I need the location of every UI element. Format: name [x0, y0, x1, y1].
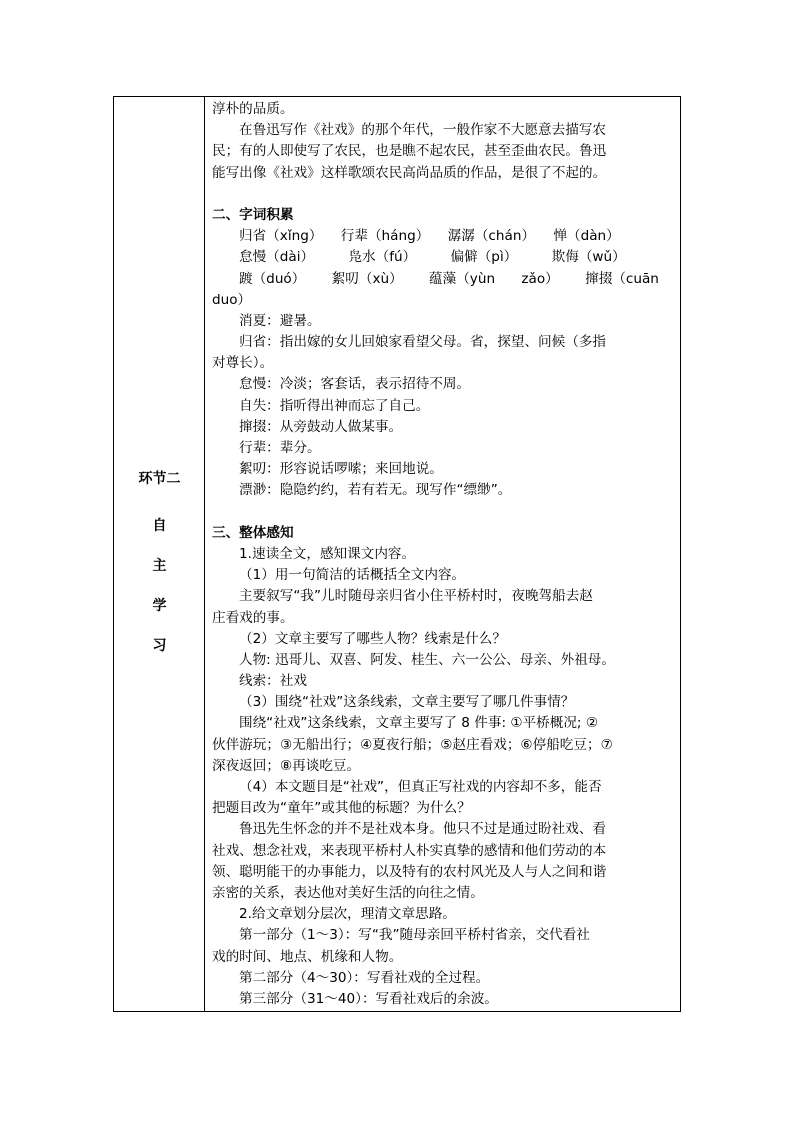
vertical-char-3: 学 — [152, 598, 167, 614]
definition-line: 漂渺：隐隐约约，若有若无。现写作“缥缈”。 — [239, 482, 512, 499]
definition-line: 行辈：辈分。 — [239, 440, 321, 456]
section-heading: 三、整体感知 — [212, 524, 294, 541]
text-line: 能写出像《社戏》这样歌颂农民高尚品质的作品，是很了不起的。 — [212, 164, 607, 181]
part-line: 第一部分（1～3）：写“我”随母亲回平桥村省亲，交代看社 — [239, 927, 590, 944]
answer-line: 庄看戏的事。 — [212, 609, 294, 626]
definition-line: 絮叨：形容说话啰嗦；来回地说。 — [239, 461, 443, 478]
vertical-char-2: 主 — [152, 558, 167, 574]
answer-line: 领、聪明能干的办事能力，以及特有的农村风光及人与人之间和谐 — [212, 863, 607, 880]
text-line: 1.速读全文，感知课文内容。 — [239, 545, 416, 562]
answer-line: 人物: 迅哥儿、双喜、阿发、桂生、六一公公、母亲、外祖母。 — [239, 651, 615, 668]
question-line: （2）文章主要写了哪些人物？线索是什么？ — [239, 630, 506, 647]
vertical-char-1: 自 — [152, 518, 167, 534]
question-line: 把题目改为“童年”或其他的标题？为什么？ — [212, 800, 471, 817]
section-heading: 二、字词积累 — [212, 206, 294, 223]
answer-line: 伙伴游玩；③无船出行；④夏夜行船；⑤赵庄看戏；⑥停船吃豆；⑦ — [212, 736, 613, 753]
question-line: （1）用一句简洁的话概括全文内容。 — [239, 567, 466, 584]
spacer — [212, 502, 676, 523]
answer-line: 鲁迅先生怀念的并不是社戏本身。他只不过是通过盼社戏、看 — [239, 821, 607, 838]
part-line: 戏的时间、地点、机缘和人物。 — [212, 948, 403, 965]
answer-line: 线索：社戏 — [239, 673, 307, 690]
vertical-char-4: 习 — [152, 638, 167, 654]
answer-line: 围绕“社戏”这条线索，文章主要写了 8 件事: ①平桥概况; ② — [239, 715, 599, 732]
definition-line: 对尊长）。 — [212, 355, 274, 372]
vocab-line: 归省（xǐng） 行辈（háng） 潺潺（chán） 惮（dàn） — [239, 228, 620, 245]
answer-line: 社戏、想念社戏，来表现平桥村人朴实真挚的感情和他们劳动的本 — [212, 842, 607, 859]
vocab-line: 怠慢（dài） 凫水（fú） 偏僻（pì） 欺侮（wǔ） — [239, 249, 626, 266]
definition-line: 归省：指出嫁的女儿回娘家看望父母。省，探望、问候（多指 — [239, 334, 607, 351]
definition-line: 撺掇：从旁鼓动人做某事。 — [239, 418, 403, 435]
spacer — [212, 184, 676, 205]
text-line: 在鲁迅写作《社戏》的那个年代，一般作家不大愿意去描写农 — [239, 122, 607, 139]
section-label-cell — [114, 97, 205, 1011]
vocab-line: 踱（duó） 絮叨（xù） 蕴藻（yùn zǎo） 撺掇（cuān — [239, 270, 659, 287]
definition-line: 怠慢：冷淡；客套话，表示招待不周。 — [239, 376, 471, 393]
answer-line: 亲密的关系，表达他对美好生活的向往之情。 — [212, 884, 484, 901]
question-line: （3）围绕“社戏”这条线索，文章主要写了哪几件事情？ — [239, 694, 575, 711]
answer-line: 主要叙写“我”儿时随母亲归省小住平桥村时，夜晚驾船去赵 — [239, 588, 593, 605]
part-line: 第二部分（4～30）：写看社戏的全过程。 — [239, 969, 490, 986]
answer-line: 深夜返回；⑧再谈吃豆。 — [212, 757, 361, 774]
text-line: 民；有的人即使写了农民，也是瞧不起农民，甚至歪曲农民。鲁迅 — [212, 143, 607, 160]
lesson-table — [113, 96, 681, 1012]
definition-line: 消夏：避暑。 — [239, 312, 321, 329]
content-cell — [212, 99, 676, 1010]
section-title: 环节二 — [138, 471, 181, 487]
text-line: 淳朴的品质。 — [212, 101, 294, 117]
definition-line: 自失：指听得出神而忘了自己。 — [239, 397, 430, 414]
vocab-line: duo） — [212, 291, 252, 308]
part-line: 第三部分（31～40）：写看社戏后的余波。 — [239, 990, 498, 1007]
text-line: 2.给文章划分层次，理清文章思路。 — [239, 906, 456, 923]
question-line: （4）本文题目是“社戏”，但真正写社戏的内容却不多，能否 — [239, 779, 602, 795]
